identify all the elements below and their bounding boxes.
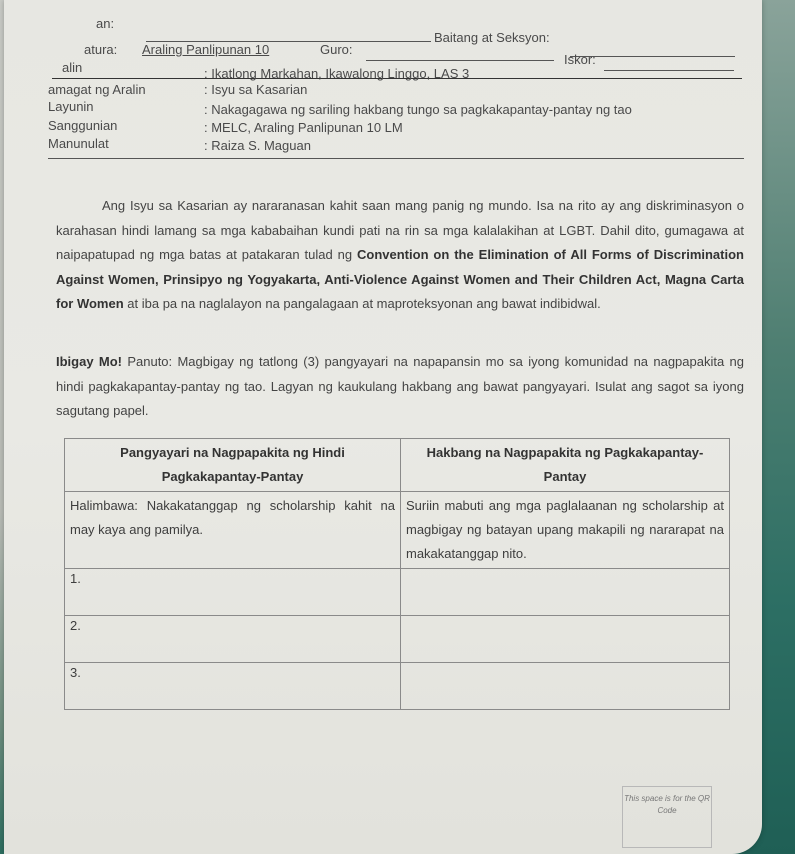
table-header-row [65,439,730,492]
teacher-underline [366,60,554,61]
name-label: an: [96,16,115,31]
meta-value-author: : Raiza S. Maguan [204,138,311,153]
activity-paragraph [56,350,744,424]
subject-value: Araling Panlipunan 10 [142,42,270,57]
row-2-event-cell[interactable]: 2. [65,616,401,663]
subject-label: atura: [84,42,118,57]
score-underline [604,70,734,71]
meta-rule [48,158,744,159]
lesson-label: alin [62,60,83,75]
table-row [65,616,730,663]
row-2-step-cell[interactable] [401,616,730,663]
row-1-event-cell[interactable]: 1. [65,569,401,616]
table-row [65,663,730,710]
activity-table [64,438,730,710]
activity-title: Ibigay Mo! [56,354,122,369]
teacher-label: Guro: [320,42,353,57]
meta-label-reference: Sanggunian [48,118,118,133]
row-3-event-cell[interactable]: 3. [65,663,401,710]
activity-instructions: Panuto: Magbigay ng tatlong (3) pangyayari na napapansin mo sa iyong komunidad na nagpapakita ng hindi pagkakapantay-pantay ng tao. Lagyan ng kaukulang hakbang ang bawat pangyayari. Isulat ang sagot sa iyong sagutang papel. [56,354,744,418]
intro-text-2: at iba pa na naglalayon na pangalagaan at maproteksyonan ang bawat indibidwal. [127,296,601,311]
meta-value-objective: : Nakagagawa ng sariling hakbang tungo sa pagkakapantay-pantay ng tao [204,102,632,117]
intro-paragraph [56,194,744,317]
row-1-step-cell[interactable] [401,569,730,616]
meta-value-reference: : MELC, Araling Panlipunan 10 LM [204,120,403,135]
intro-text-1: Ang Isyu sa Kasarian ay nararanasan kahit saan mang panig ng mundo. Isa na rito ay ang diskriminasyon o karahasan hindi lamang sa mga kababaihan kundi pati na rin sa mga kalalakihan at LGBT. Dahil dito, gumagawa at naipapatupad ng mga batas at patakaran tulad ng [56,198,744,262]
meta-label-objective: Layunin [48,99,94,114]
qr-code-placeholder: This space is for the QR Code [622,786,712,848]
meta-value-quarter: : Ikatlong Markahan, Ikawalong Linggo, LAS 3 [204,66,470,81]
example-step-cell: Suriin mabuti ang mga paglalaanan ng scholarship at magbigay ng batayan upang makapili ng nararapat na makakatanggap nito. [401,492,730,569]
grade-section-label: Baitang at Seksyon: [434,30,550,45]
worksheet-paper [4,0,762,854]
row-3-step-cell[interactable] [401,663,730,710]
meta-label-author: Manunulat [48,136,109,151]
intro-laws-bold: Convention on the Elimination of All Forms of Discrimination Against Women, Prinsipyo ng Yogyakarta, Anti-Violence Against Women and Their Children Act, Magna Carta for Women [56,247,744,311]
col-header-events: Pangyayari na Nagpapakita ng Hindi Pagkakapantay-Pantay [65,439,401,492]
table-row [65,569,730,616]
example-event-cell: Halimbawa: Nakakatanggap ng scholarship kahit na may kaya ang pamilya. [65,492,401,569]
meta-value-title: : Isyu sa Kasarian [204,82,308,97]
table-row-example [65,492,730,569]
meta-label-title: amagat ng Aralin [48,82,146,97]
score-label: Iskor: [564,52,596,67]
col-header-steps: Hakbang na Nagpapakita ng Pagkakapantay-Pantay [401,439,730,492]
